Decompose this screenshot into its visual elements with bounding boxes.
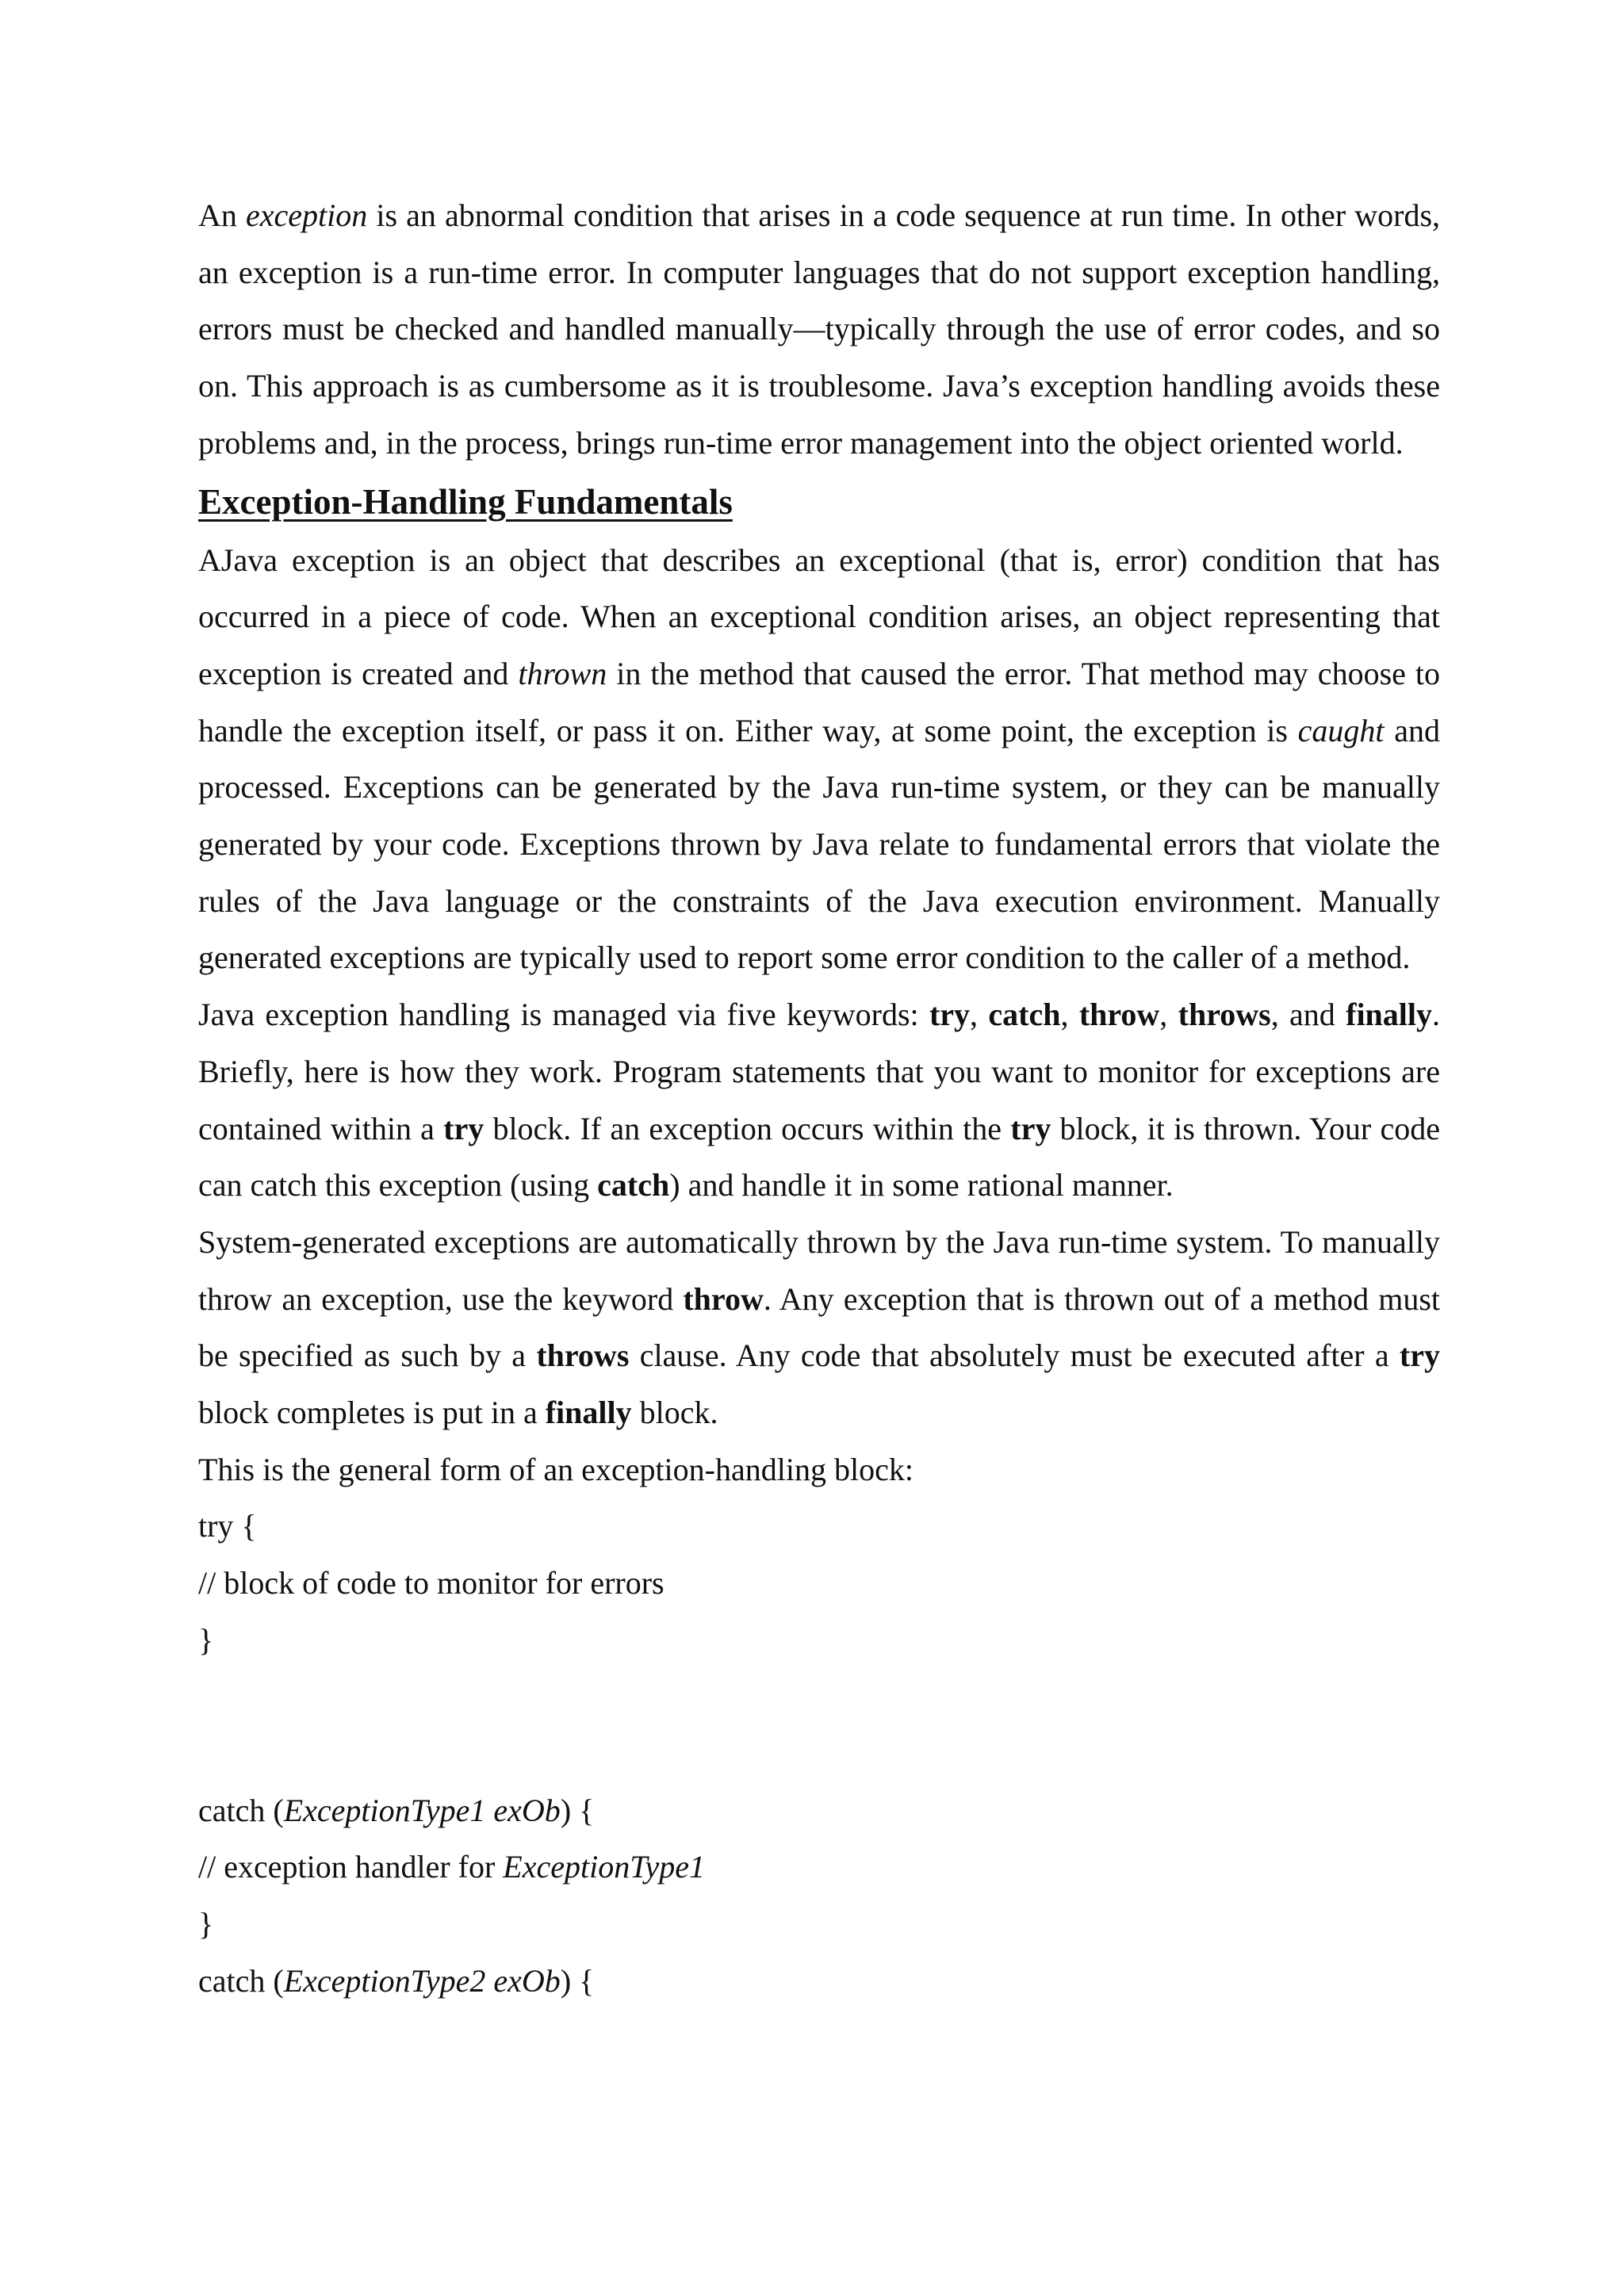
keyword: catch bbox=[597, 1167, 670, 1203]
text-run: block, it is thrown. Your code can catch this exception (using bbox=[198, 1110, 1440, 1203]
keyword: try bbox=[929, 997, 971, 1033]
text-run: Java exception handling is managed via five keywords: bbox=[198, 997, 929, 1033]
definition-paragraph bbox=[198, 532, 1440, 987]
text-run: in the method that caused the error. That method may choose to handle the exception itself, or pass it on. Either way, at some point, the exception is bbox=[198, 655, 1440, 748]
text-run: is an abnormal condition that arises in a code sequence at run time. In other words, an exception is a run-time error. In computer languages that do not support exception handling, errors must be checked and handled manually—typically through the use of error codes, and so on. This approach is as cumbersome as it is troublesome. Java’s exception handling avoids these problems and, in the process, brings run-time error management into the object oriented world. bbox=[198, 197, 1441, 461]
text-run: , and bbox=[1270, 997, 1346, 1033]
keyword: try bbox=[443, 1110, 485, 1146]
keywords-paragraph bbox=[198, 986, 1440, 1214]
text-run: , bbox=[1159, 997, 1178, 1033]
code-line-handler-1 bbox=[198, 1839, 1440, 1896]
code-line-close-2: } bbox=[198, 1905, 214, 1942]
document-page bbox=[198, 187, 1440, 2009]
code-example bbox=[198, 1498, 1440, 2009]
text-run: An bbox=[198, 197, 246, 233]
keyword: throw bbox=[683, 1280, 764, 1317]
general-form-intro: This is the general form of an exception-handling block: bbox=[198, 1451, 914, 1487]
keyword: throws bbox=[1178, 997, 1271, 1033]
code-gap bbox=[198, 1669, 1440, 1782]
section-heading: Exception-Handling Fundamentals bbox=[198, 481, 733, 522]
text-run: clause. Any code that absolutely must be executed after a bbox=[629, 1337, 1400, 1374]
keyword: throw bbox=[1078, 997, 1160, 1033]
text-run: block completes is put in a bbox=[198, 1395, 546, 1431]
text-run: . Briefly, here is how they work. Program statements that you want to monitor for exceptions are contained within a bbox=[198, 997, 1441, 1146]
text-run: System-generated exceptions are automatically thrown by the Java run-time system. To manually throw an exception, use the keyword bbox=[198, 1223, 1440, 1317]
code-line-close: } bbox=[198, 1621, 214, 1658]
code-line-try: try { bbox=[198, 1508, 257, 1544]
intro-paragraph bbox=[198, 187, 1440, 472]
text-run: ) { bbox=[560, 1962, 595, 1999]
keyword: finally bbox=[1346, 997, 1433, 1033]
italic-term: exception bbox=[246, 197, 368, 233]
code-line-comment: // block of code to monitor for errors bbox=[198, 1565, 665, 1601]
keyword: throws bbox=[536, 1337, 630, 1374]
text-run: // exception handler for bbox=[198, 1849, 504, 1885]
text-run: catch ( bbox=[198, 1792, 284, 1828]
keyword: try bbox=[1399, 1337, 1440, 1374]
code-line-catch-1 bbox=[198, 1782, 1440, 1839]
text-run: and processed. Exceptions can be generated by the Java run-time system, or they can be manually generated by your code. Exceptions thrown by Java relate to fundamental errors that violate the rules of the Java language or the constraints of the Java execution environment. Manually generated exceptions are typically used to report some error condition to the caller of a method. bbox=[198, 712, 1440, 976]
text-run: , bbox=[1060, 997, 1079, 1033]
keyword: catch bbox=[988, 997, 1061, 1033]
italic-term: ExceptionType1 exOb bbox=[283, 1792, 561, 1828]
text-run: , bbox=[970, 997, 989, 1033]
text-run: . Any exception that is thrown out of a method must be specified as such by a bbox=[198, 1280, 1440, 1374]
keyword: finally bbox=[545, 1395, 632, 1431]
italic-term: ExceptionType1 bbox=[503, 1849, 706, 1885]
system-exceptions-paragraph bbox=[198, 1214, 1440, 1441]
text-run: AJava exception is an object that describes an exceptional (that is, error) condition that has occurred in a piece of code. When an exceptional condition arises, an object representing that exception is created and bbox=[198, 541, 1440, 691]
text-run: ) { bbox=[560, 1792, 595, 1828]
code-line-catch-2 bbox=[198, 1953, 1440, 2010]
text-run: ) and handle it in some rational manner. bbox=[669, 1167, 1174, 1203]
text-run: catch ( bbox=[198, 1962, 284, 1999]
italic-term: caught bbox=[1297, 712, 1385, 748]
italic-term: ExceptionType2 exOb bbox=[283, 1962, 561, 1999]
text-run: block. If an exception occurs within the bbox=[484, 1110, 1011, 1146]
text-run: block. bbox=[631, 1395, 718, 1431]
keyword: try bbox=[1010, 1110, 1051, 1146]
italic-term: thrown bbox=[518, 655, 607, 691]
